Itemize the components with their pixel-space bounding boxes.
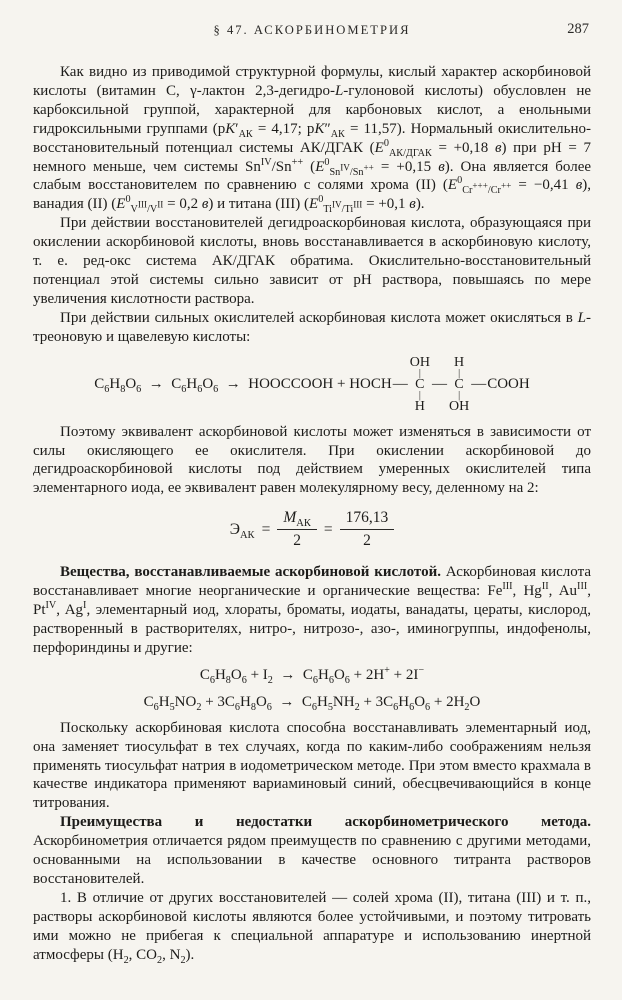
bond-dash: — [431, 375, 447, 392]
carbon-1-atom: C [415, 376, 425, 392]
paragraph-iodometric-substitute: Поскольку аскорбиновая кислота способна восстанавливать элементарный иод, она заменяет тиосульфат в тех случаях, когда по каким-либо соображениям нельзя применять тиосульфат натрия в иодометрическом методе. При этом вместо крахмала в качестве индикатора применяют вариаминовый синий, обесцвечивающийся в конце титрования. [33, 719, 591, 812]
carbon-1-top-substituent: OH [409, 354, 430, 370]
paragraph-advantages-heading: Преимущества и недостатки аскорбинометрического метода. Аскорбинометрия отличается рядом преимуществ по сравнению с другими методами, основанными на использовании в качестве основного титранта растворов восстановителей. [33, 814, 591, 887]
paragraph-equivalent: Поэтому эквивалент аскорбиновой кислоты может изменяться в зависимости от силы окисляющего ее окислителя. При окислении аскорбиновой до дегидроаскорбиновой кислоты под действием умеренных окислителей типа элементарного иода, ее эквивалент равен молекулярному весу, деленному на 2: [33, 423, 591, 497]
fraction-denominator: 2 [293, 532, 301, 550]
page-number: 287 [567, 21, 589, 37]
fraction-numerator: 176,13 [340, 509, 395, 530]
vertical-bond: | [418, 367, 421, 379]
equals-sign: = [323, 520, 333, 538]
carbon-2-bottom-substituent: OH [448, 398, 470, 414]
paragraph-strong-oxidizers-intro: При действии сильных окислителей аскорбиновая кислота может окисляться в L-треоновую и щавелевую кислоты: [33, 309, 591, 345]
vertical-bond: | [458, 389, 461, 401]
fraction-numeric [340, 509, 395, 550]
reaction-iodine: $C_6H_8O_6 + I_2 \to C_6H_6O_6 + 2H^+ + 2I^-$ [199, 664, 425, 686]
reaction-nitrobenzene: $C_6H_5NO_2 + 3C_6H_8O_6 \to C_6H_5NH_2 + 3C_6H_6O_6 + 2H_2O$ [143, 693, 481, 713]
fraction-numerator: $M_{АК}$ [277, 509, 317, 530]
paragraph-advantage-1: 1. В отличие от других восстановителей — солей хрома (II), титана (III) и т. п., растворы аскорбиновой кислоты являются более устойчивыми, и поэтому титровать ими можно не прибегая к специальной аппаратуре и использованию инертной атмосферы ($H_2$, $CO_2$, $N_2$). [33, 889, 591, 966]
page-header [33, 21, 591, 41]
structural-formula [33, 356, 591, 413]
carbon-1-bottom-substituent: H [414, 398, 425, 414]
bond-dash: — [471, 375, 487, 392]
running-head: § 47. АСКОРБИНОМЕТРИЯ [213, 23, 411, 37]
vertical-bond: | [458, 367, 461, 379]
fraction-molecular-weight [277, 509, 317, 550]
carbon-2-atom: C [454, 376, 464, 392]
vertical-bond: | [418, 389, 421, 401]
equivalent-equation [33, 509, 591, 550]
paragraph-acid-character: Как видно из приводимой структурной формулы, кислый характер аскорбиновой кислоты (витамин С, γ-лактон 2,3-дегидро-L-гулоновой кислоты) обусловлен не карбоксильной группой, характерной для карбоновых кислот, а енольными гидроксильными группами ($pK'_{АК} = 4,17$; $pK''_{АК} = 11,57$). Нормальный окислительно-восстановительный потенциал системы АК/ДГАК ($E^0_{АК/ДГАК} = +0,18$ в) при pH = 7 немного меньше, чем системы $Sn^{IV}/Sn^{++}$ ($E^0_{Sn^{IV}/Sn^{++}} = +0,15$ в). Она является более слабым восстановителем по сравнению с солями хрома (II) ($E^0_{Cr^{+++}/Cr^{++}} = -0,41$ в), ванадия (II) ($E^0_{V^{III}/V^{II}} = 0,2$ в) и титана (III) ($E^0_{Ti^{IV}/Ti^{III}} = +0,1$ в). [33, 64, 592, 216]
equivalent-lhs: $Э_{АК}$ [229, 520, 255, 541]
equals-sign: = [261, 520, 271, 538]
carbon-1-stack [409, 356, 431, 413]
carbon-2-stack [448, 356, 470, 413]
fraction-denominator: 2 [363, 532, 371, 550]
structural-formula-prefix: $C_6H_8O_6 \to C_6H_6O_6$ → HOOCCOOH + HOCH [94, 375, 392, 395]
paragraph-reduced-substances: Вещества, восстанавливаемые аскорбиновой кислотой. Аскорбиновая кислота восстанавливает многие неорганические и органические вещества: $Fe^{III}$, $Hg^{II}$, $Au^{III}$, $Pt^{IV}$, $Ag^I$, элементарный иод, хлораты, броматы, иодаты, ванадаты, цераты, кислород, растворенный в растворителях, нитро-, нитрозо-, азо-, иминогруппы, индофенолы, перфориндины и другие: [33, 564, 591, 656]
paragraph-redox-reversibility: При действии восстановителей дегидроаскорбиновая кислота, образующаяся при окислении аскорбиновой кислоты, вновь восстанавливается в аскорбиновую кислоту, т. е. ред-окс система АК/ДГАК обратима. Окислительно-восстановительный потенциал этой системы сильно зависит от pH раствора, повышаясь по мере увеличения кислотности раствора. [33, 215, 591, 307]
bond-dash: — [392, 375, 408, 392]
structural-formula-suffix: COOH [487, 375, 530, 392]
carbon-2-top-substituent: H [454, 354, 465, 370]
